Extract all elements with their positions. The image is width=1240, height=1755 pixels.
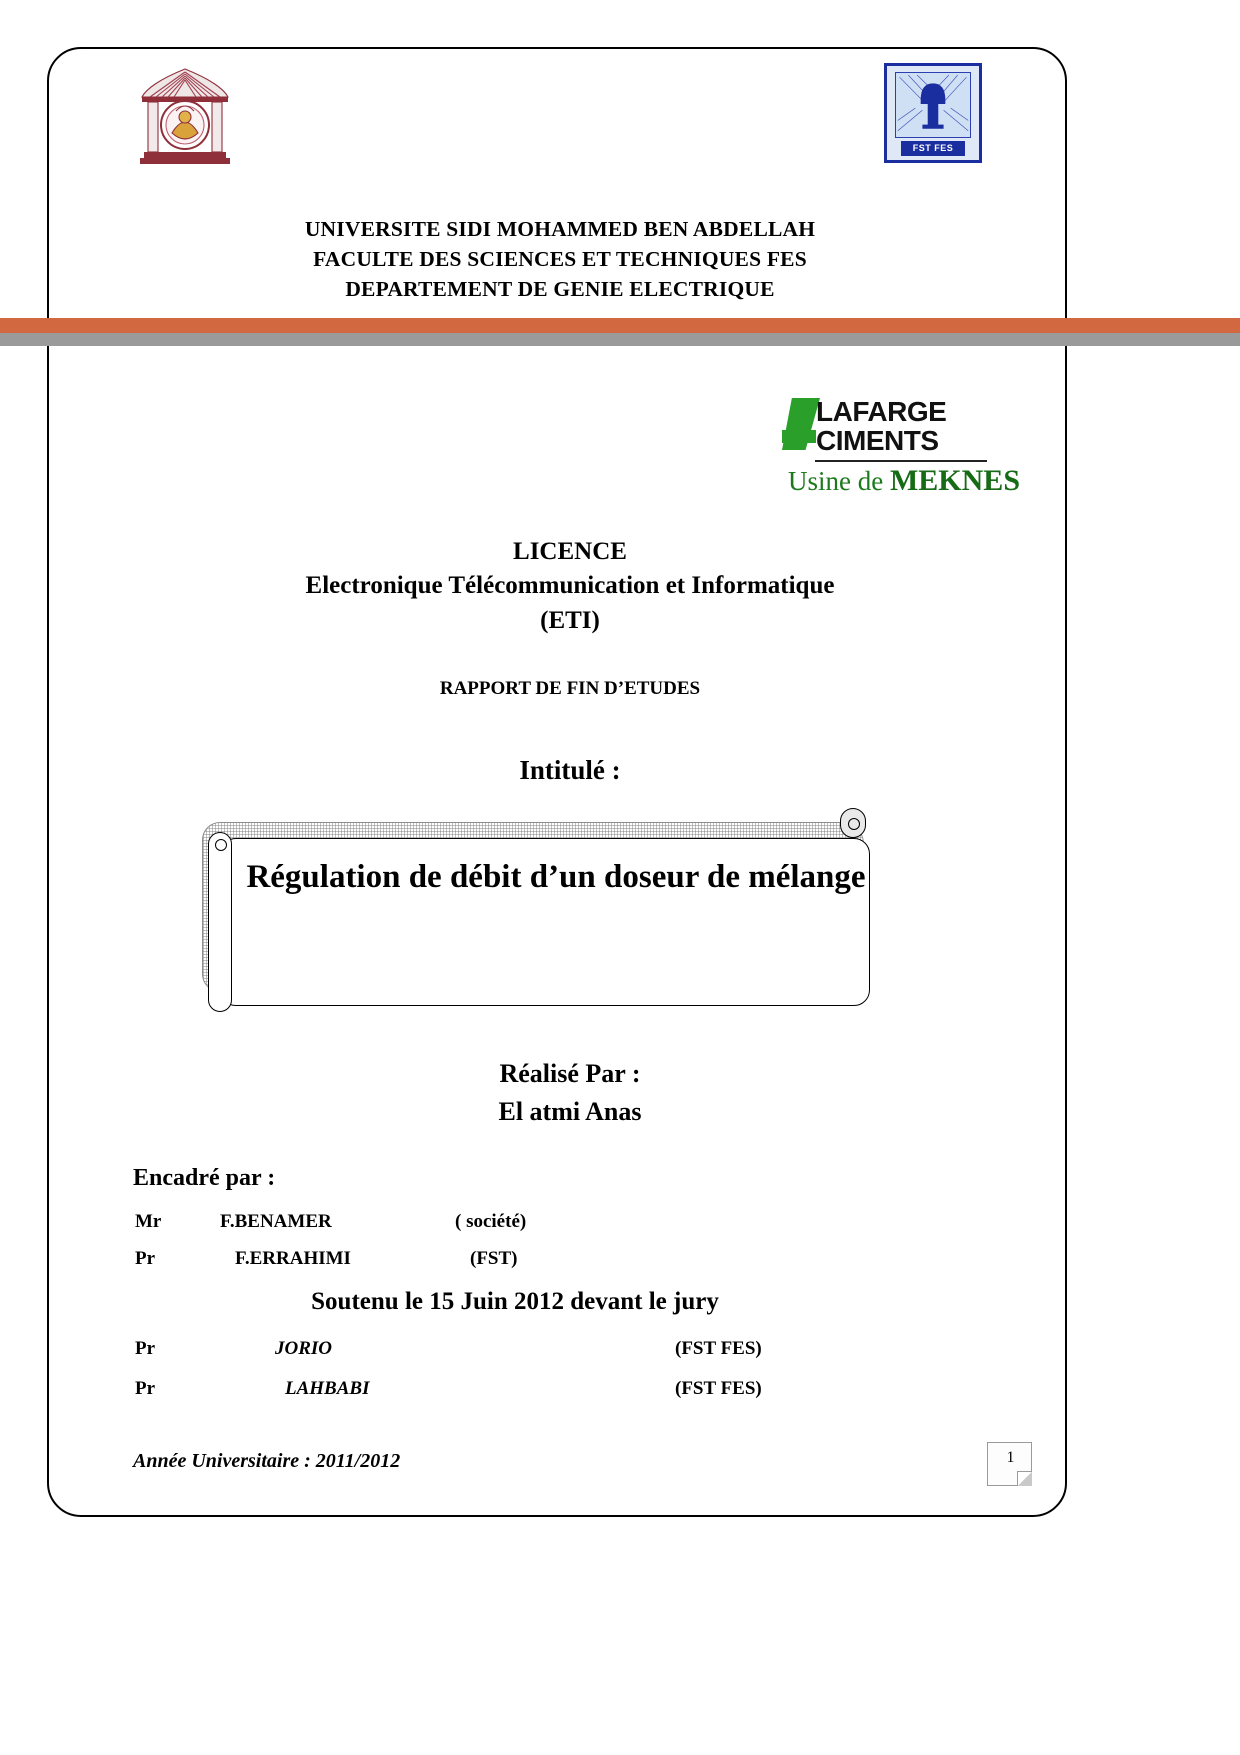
jury-name: LAHBABI: [285, 1378, 370, 1399]
department-name: DEPARTEMENT DE GENIE ELECTRIQUE: [345, 277, 775, 301]
page-number: 1: [1006, 1449, 1015, 1466]
lafarge-site: [788, 464, 1020, 498]
supervisor-role: Mr: [135, 1211, 162, 1232]
jury-org: (FST FES): [675, 1378, 762, 1399]
supervisor-name: F.BENAMER: [220, 1211, 332, 1232]
university-seal-icon: [130, 63, 240, 173]
lafarge-site-prefix: Usine de: [788, 466, 890, 496]
author-name: El atmi Anas: [498, 1097, 642, 1126]
lafarge-rule: [815, 460, 987, 462]
banner-stripe-orange: [0, 318, 1240, 333]
jury-name: JORIO: [275, 1338, 333, 1359]
faculty-name: FACULTE DES SCIENCES ET TECHNIQUES FES: [313, 247, 807, 271]
university-name: UNIVERSITE SIDI MOHAMMED BEN ABDELLAH: [304, 217, 816, 241]
fst-fes-logo-icon: [884, 63, 982, 163]
supervisor-org: (FST): [470, 1248, 518, 1269]
fst-logo-label: FST FES: [901, 141, 965, 156]
jury-org: (FST FES): [675, 1338, 762, 1359]
author-label: Réalisé Par :: [499, 1059, 641, 1088]
academic-year: Année Universitaire : 2011/2012: [133, 1450, 401, 1472]
scroll-curl-right-icon: [840, 808, 866, 838]
supervisor-org: ( société): [455, 1211, 527, 1232]
lafarge-bar-icon: [782, 430, 816, 443]
author-block: [130, 1055, 1010, 1131]
jury-role: Pr: [135, 1338, 156, 1359]
degree-field: Electronique Télécommunication et Informatique: [305, 572, 835, 599]
scroll-curl-left-icon: [208, 832, 232, 1012]
title-label: Intitulé :: [519, 755, 621, 785]
page-number-badge: [987, 1442, 1032, 1486]
lafarge-ciments-logo: [782, 390, 1021, 505]
lafarge-site-name: MEKNES: [889, 464, 1021, 497]
university-heading: [110, 214, 1010, 304]
report-type: RAPPORT DE FIN D’ETUDES: [439, 678, 701, 699]
supervisor-name: F.ERRAHIMI: [235, 1248, 351, 1269]
program-block: [130, 535, 1010, 639]
ciments-wordmark: CIMENTS: [816, 425, 939, 456]
lafarge-wordmark: LAFARGE: [816, 396, 947, 427]
defense-date: Soutenu le 15 Juin 2012 devant le jury: [311, 1288, 719, 1315]
supervisor-role: Pr: [135, 1248, 156, 1269]
supervisors-label: Encadré par :: [133, 1165, 276, 1191]
jury-role: Pr: [135, 1378, 156, 1399]
degree-level: LICENCE: [513, 538, 627, 565]
report-title: Régulation de débit d’un doseur de mélange: [246, 859, 866, 895]
title-scroll-box: [196, 802, 872, 1012]
banner-stripe-grey: [0, 333, 1240, 346]
degree-acronym: (ETI): [540, 607, 600, 634]
